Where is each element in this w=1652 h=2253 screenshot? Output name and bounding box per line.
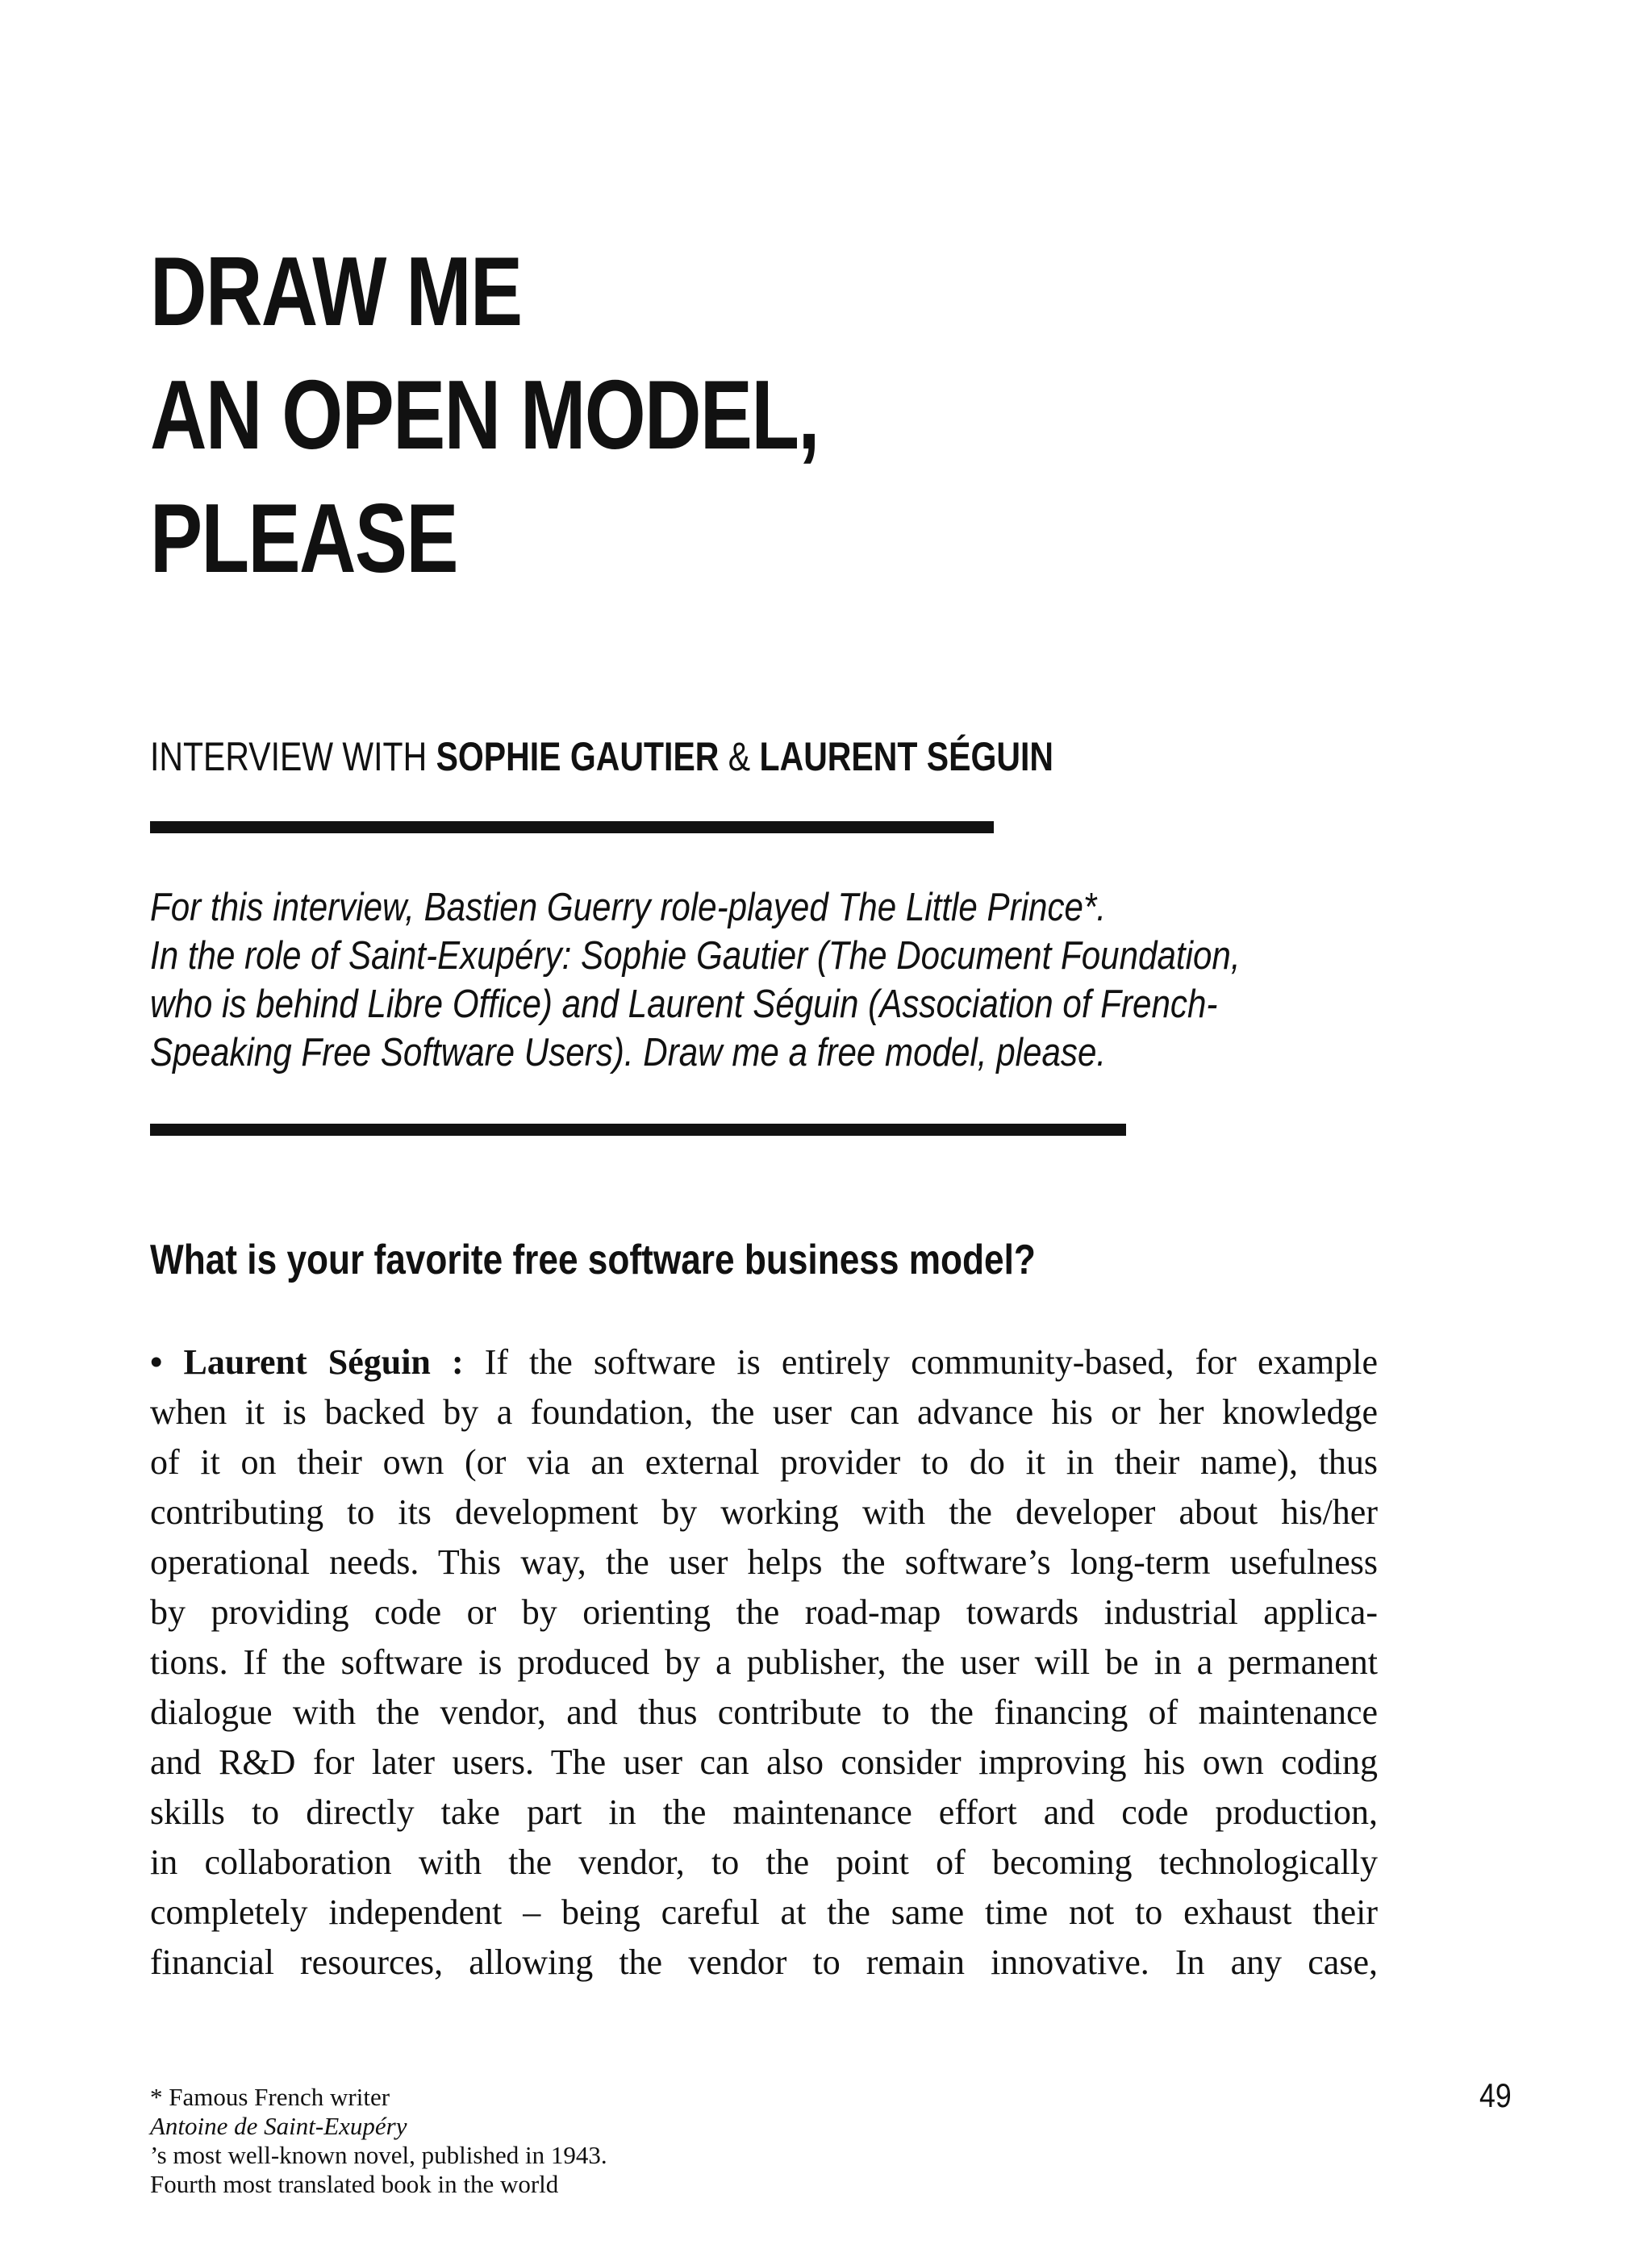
footnote-line: Fourth most translated book in the world — [150, 2170, 559, 2198]
answer-line — [150, 1337, 1378, 1387]
answer-line: when it is backed by a foundation, the user can advance his or her knowledge — [150, 1392, 1378, 1432]
intro-paragraph — [150, 883, 1241, 1077]
answer-paragraph — [150, 1337, 1378, 1988]
footnote-line — [150, 2083, 607, 2170]
footnote-author: Antoine de Saint-Exupéry — [150, 2112, 407, 2140]
divider-rule — [150, 1124, 1126, 1136]
interviewee-name: LAURENT SÉGUIN — [759, 734, 1054, 779]
divider-rule — [150, 821, 994, 833]
page-title — [150, 230, 819, 600]
speaker-name: Laurent Séguin : — [183, 1342, 464, 1382]
answer-line: operational needs. This way, the user helps the software’s long-term usefulness — [150, 1542, 1378, 1582]
bullet-icon: • — [150, 1342, 163, 1382]
answer-line: skills to directly take part in the maintenance effort and code production, — [150, 1792, 1378, 1832]
title-line: AN OPEN MODEL, — [150, 360, 819, 469]
intro-line: In the role of Saint-Exupéry: Sophie Gautier (The Document Foundation, — [150, 934, 1241, 978]
interview-subtitle — [150, 732, 1053, 781]
answer-line: of it on their own (or via an external provider to do it in their name), thus — [150, 1442, 1378, 1482]
answer-line: contributing to its development by working with the developer about his/her — [150, 1492, 1378, 1532]
footnote-suffix: ’s most well-known novel, published in 1943. — [150, 2141, 607, 2169]
footnote-prefix: * Famous French writer — [150, 2083, 390, 2111]
answer-line: tions. If the software is produced by a publisher, the user will be in a permanent — [150, 1642, 1378, 1682]
interviewee-name: SOPHIE GAUTIER — [436, 734, 720, 779]
answer-line: in collaboration with the vendor, to the point of becoming technologically — [150, 1842, 1378, 1882]
answer-line: financial resources, allowing the vendor to remain innovative. In any case, — [150, 1942, 1378, 1982]
footnote — [150, 2083, 607, 2199]
subtitle-separator: & — [719, 734, 760, 779]
answer-text: If the software is entirely community-based, for example — [484, 1342, 1378, 1382]
subtitle-prefix: INTERVIEW WITH — [150, 734, 436, 779]
intro-line: For this interview, Bastien Guerry role-played The Little Prince*. — [150, 886, 1107, 929]
answer-line: by providing code or by orienting the road-map towards industrial applica- — [150, 1592, 1378, 1632]
intro-line: Speaking Free Software Users). Draw me a free model, please. — [150, 1031, 1107, 1074]
title-line: PLEASE — [150, 483, 457, 593]
answer-line: dialogue with the vendor, and thus contribute to the financing of maintenance — [150, 1692, 1378, 1732]
answer-line: and R&D for later users. The user can also consider improving his own coding — [150, 1742, 1378, 1782]
answer-line: completely independent – being careful at the same time not to exhaust their — [150, 1892, 1378, 1932]
interview-question: What is your favorite free software business model? — [150, 1237, 1036, 1283]
page-number: 49 — [1479, 2076, 1512, 2114]
title-line: DRAW ME — [150, 236, 522, 346]
intro-line: who is behind Libre Office) and Laurent Séguin (Association of French- — [150, 983, 1218, 1026]
